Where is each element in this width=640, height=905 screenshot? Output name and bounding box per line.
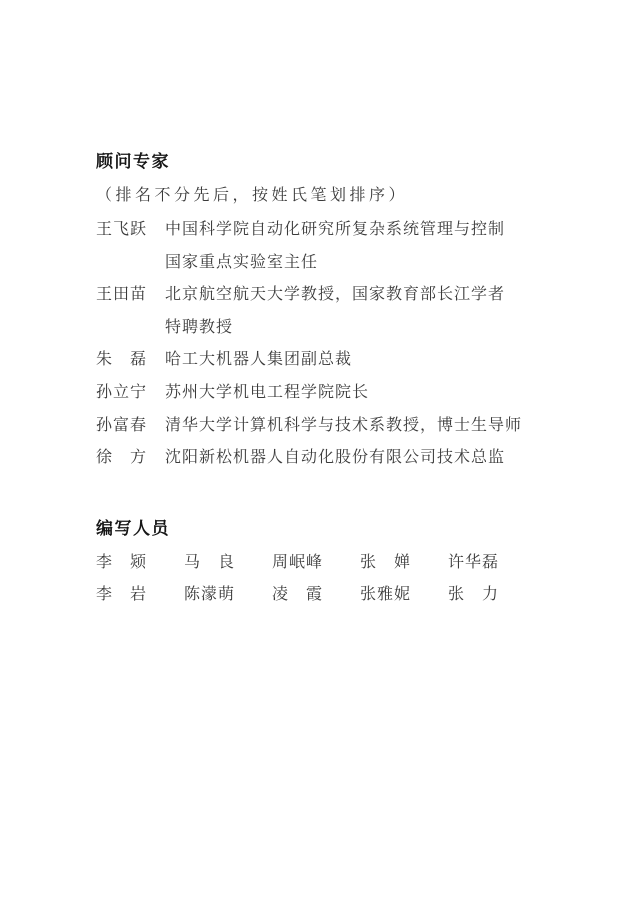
advisor-list xyxy=(96,214,522,475)
advisor-name: 孙富春 xyxy=(96,416,148,434)
advisors-sorting-note: （排名不分先后，按姓氏笔划排序） xyxy=(96,187,409,204)
advisor-name: 孙立宁 xyxy=(96,383,148,401)
advisor-entry xyxy=(96,377,522,410)
writer-row xyxy=(96,579,522,612)
advisor-entry xyxy=(96,214,522,279)
writer-name: 周岷峰 xyxy=(272,553,324,571)
writer-name: 李岩 xyxy=(96,586,147,604)
writer-name: 张力 xyxy=(448,586,499,604)
page-content xyxy=(96,145,522,612)
writer-name: 凌霞 xyxy=(272,586,323,604)
advisor-entry xyxy=(96,279,522,344)
advisor-entry xyxy=(96,410,522,443)
writer-row xyxy=(96,547,522,580)
description-line: 北京航空航天大学教授，国家教育部长江学者 xyxy=(165,286,506,304)
advisor-name: 徐方 xyxy=(96,449,147,467)
writer-name: 李颎 xyxy=(96,553,147,571)
description-line: 清华大学计算机科学与技术系教授，博士生导师 xyxy=(165,416,523,434)
advisor-entry xyxy=(96,442,522,475)
advisor-description xyxy=(165,410,522,443)
writer-name: 陈濛萌 xyxy=(184,586,236,604)
writer-name: 张雅妮 xyxy=(360,586,412,604)
advisor-name: 王飞跃 xyxy=(96,221,148,238)
advisor-name: 王田苗 xyxy=(96,286,148,304)
writer-name: 张婵 xyxy=(360,553,411,571)
advisor-description xyxy=(165,214,505,279)
advisor-description xyxy=(165,442,505,475)
writer-name: 马良 xyxy=(184,553,235,571)
description-line: 特聘教授 xyxy=(165,318,234,336)
writer-name: 许华磊 xyxy=(448,553,500,571)
description-line: 中国科学院自动化研究所复杂系统管理与控制 xyxy=(165,221,506,238)
advisor-description xyxy=(165,377,369,410)
advisor-entry xyxy=(96,344,522,377)
description-line: 国家重点实验室主任 xyxy=(165,253,319,271)
writers-list xyxy=(96,547,522,612)
description-line: 苏州大学机电工程学院院长 xyxy=(165,383,370,401)
advisor-name: 朱磊 xyxy=(96,351,147,369)
writers-section-title: 编写人员 xyxy=(96,518,170,538)
advisor-description xyxy=(165,344,352,377)
advisor-description xyxy=(165,279,505,344)
description-line: 沈阳新松机器人自动化股份有限公司技术总监 xyxy=(165,449,506,467)
description-line: 哈工大机器人集团副总裁 xyxy=(165,351,353,369)
advisors-section-title: 顾问专家 xyxy=(96,152,170,171)
